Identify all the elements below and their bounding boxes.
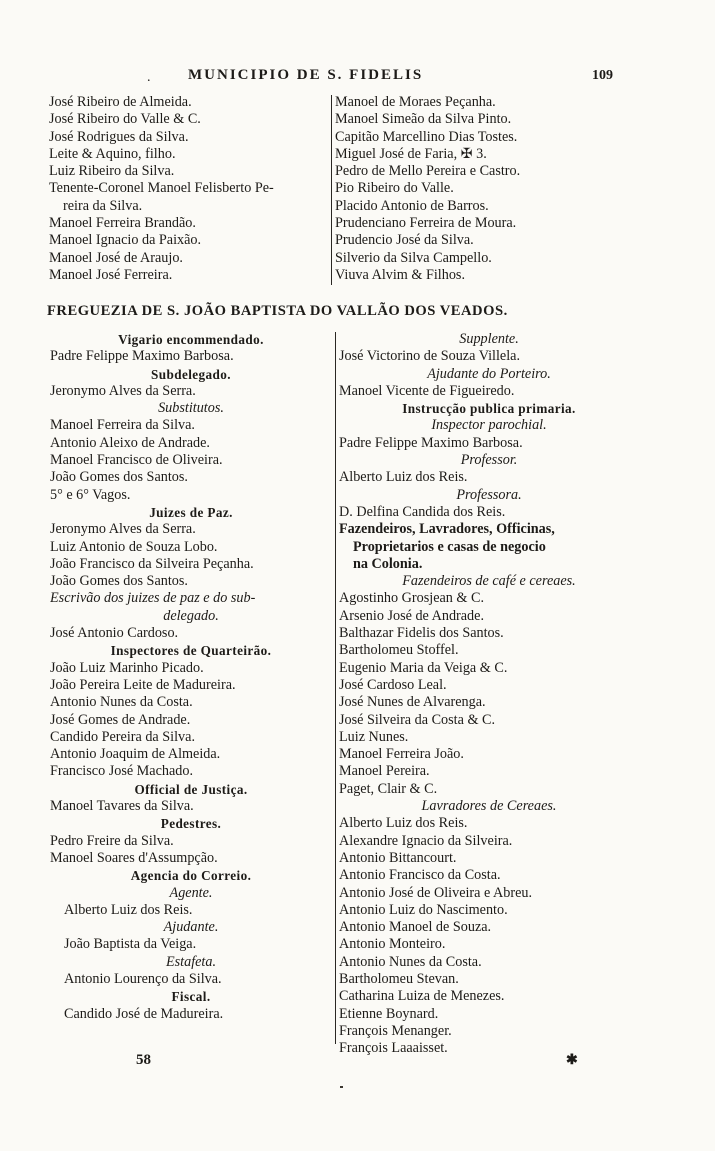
list-entry: 5° e 6° Vagos. [50,486,131,503]
list-entry: Pio Ribeiro do Valle. [335,180,454,197]
column-divider [335,332,336,1044]
list-entry: Candido José de Madureira. [64,1005,224,1022]
list-entry: Arsenio José de Andrade. [339,607,484,624]
list-entry: Antonio Joaquim de Almeida. [50,746,221,763]
list-entry: Antonio José de Oliveira e Abreu. [339,884,533,901]
section-heading: Fiscal. [171,989,211,1005]
left-column [50,331,332,1023]
role-heading: Supplente. [459,331,519,347]
list-entry: Alberto Luiz dos Reis. [64,901,193,918]
list-entry: Alberto Luiz dos Reis. [339,469,468,486]
list-entry: Antonio Bittancourt. [339,849,457,866]
list-entry: Francisco José Machado. [50,763,194,780]
list-entry: Manoel José Ferreira. [49,266,173,283]
section-heading: Instrucção publica primaria. [402,401,576,417]
role-heading: Fazendeiros de café e cereaes. [402,573,576,590]
list-entry: D. Delfina Candida dos Reis. [339,503,506,520]
list-entry: François Menanger. [339,1022,452,1039]
section-title: FREGUEZIA DE S. JOÃO BAPTISTA DO VALLÃO DOS VEADOS. [47,303,508,319]
list-entry: Manoel Francisco de Oliveira. [50,452,223,469]
list-entry: Prudencio José da Silva. [335,232,474,249]
list-entry: Antonio Manoel de Souza. [339,919,492,936]
list-entry: Pedro Freire da Silva. [50,832,174,849]
running-header-title: MUNICIPIO DE S. FIDELIS [188,67,424,83]
role-heading: Ajudante do Porteiro. [427,365,551,382]
list-entry: José Silveira da Costa & C. [339,711,496,728]
list-entry: Paget, Clair & C. [339,780,438,797]
list-entry: François Laaaisset. [339,1040,448,1057]
section-heading: Pedestres. [160,816,222,832]
list-entry: José Ribeiro de Almeida. [49,94,192,110]
list-entry: José Antonio Cardoso. [50,625,179,642]
list-entry: Bartholomeu Stevan. [339,970,459,987]
header-dot: . [147,70,151,85]
list-entry: Miguel José de Faria, ✠ 3. [335,145,487,162]
list-entry: Antonio Nunes da Costa. [50,694,193,711]
list-entry: Manoel Pereira. [339,763,430,780]
section-heading: Fazendeiros, Lavradores, Officinas, [339,521,555,538]
section-heading: Official de Justiça. [134,781,248,797]
list-entry: Jeronymo Alves da Serra. [50,382,196,399]
list-entry: Luiz Nunes. [339,728,409,745]
list-entry: Antonio Lourenço da Silva. [64,970,222,987]
list-entry: Tenente-Coronel Manoel Felisberto Pe- [49,180,274,197]
list-entry: Alexandre Ignacio da Silveira. [339,832,513,849]
list-entry: José Ribeiro do Valle & C. [49,111,201,128]
list-entry: João Baptista da Veiga. [64,936,197,953]
top-column-divider [331,95,332,285]
list-entry: Manoel Ferreira João. [339,746,464,763]
role-heading: Escrivão dos juizes de paz e do sub- [50,590,256,607]
list-entry: Antonio Nunes da Costa. [339,953,482,970]
footer-ornament: ✱ [566,1053,578,1068]
section-heading: Agencia do Correio. [130,868,252,884]
list-entry: Manoel Soares d'Assumpção. [50,849,218,866]
role-heading: Lavradores de Cereaes. [421,798,557,815]
list-entry: Pedro de Mello Pereira e Castro. [335,163,521,180]
list-entry: Placido Antonio de Barros. [335,197,489,214]
list-entry: Manoel Simeão da Silva Pinto. [335,111,512,128]
list-entry: Padre Felippe Maximo Barbosa. [50,348,234,365]
list-entry: José Cardoso Leal. [339,676,447,693]
list-entry: Jeronymo Alves da Serra. [50,521,196,538]
list-entry: Antonio Luiz do Nascimento. [339,901,508,918]
list-entry: Manoel Ferreira da Silva. [50,417,195,434]
list-entry: João Gomes dos Santos. [50,469,188,486]
list-entry: Manoel Tavares da Silva. [50,798,194,815]
list-entry: Silverio da Silva Campello. [335,249,492,266]
list-entry: Candido Pereira da Silva. [50,728,195,745]
role-heading: Professora. [456,486,522,503]
list-entry: Prudenciano Ferreira de Moura. [335,215,517,232]
list-entry: José Nunes de Alvarenga. [339,694,486,711]
role-heading: Agente. [169,884,213,901]
list-entry: Etienne Boynard. [339,1005,439,1022]
list-entry: João Luiz Marinho Picado. [50,659,204,676]
right-column [339,331,639,1057]
list-entry: Manoel José de Araujo. [49,249,183,266]
list-entry: Leite & Aquino, filho. [49,145,176,162]
role-heading: Estafeta. [165,953,217,970]
list-entry: Eugenio Maria da Veiga & C. [339,659,508,676]
section-heading: Juizes de Paz. [149,504,233,520]
list-entry: Manoel de Moraes Peçanha. [335,94,496,110]
list-entry: Luiz Ribeiro da Silva. [49,163,175,180]
list-entry: Antonio Monteiro. [339,936,446,953]
section-heading: Inspectores de Quarteirão. [110,643,272,659]
list-entry: José Victorino de Souza Villela. [339,348,520,365]
list-entry: Alberto Luiz dos Reis. [339,815,468,832]
list-entry: Bartholomeu Stoffel. [339,642,459,659]
list-entry: Capitão Marcellino Dias Tostes. [335,128,518,145]
top-right-list [335,94,635,284]
list-entry: Padre Felippe Maximo Barbosa. [339,434,523,451]
list-entry: Antonio Aleixo de Andrade. [50,434,210,451]
list-entry: Balthazar Fidelis dos Santos. [339,625,504,642]
list-entry: Luiz Antonio de Souza Lobo. [50,538,218,555]
list-entry: Catharina Luiza de Menezes. [339,988,505,1005]
footer-speck [340,1086,343,1088]
list-entry: Manoel Ignacio da Paixão. [49,232,202,249]
list-entry: João Gomes dos Santos. [50,573,188,590]
top-left-list [49,94,331,284]
list-entry: José Gomes de Andrade. [50,711,191,728]
page-number: 109 [592,68,613,83]
role-heading: delegado. [163,607,219,624]
section-heading: na Colonia. [353,555,423,572]
list-entry: Agostinho Grosjean & C. [339,590,485,607]
list-entry: João Francisco da Silveira Peçanha. [50,555,254,572]
section-heading: Subdelegado. [151,366,231,382]
list-entry: Antonio Francisco da Costa. [339,867,501,884]
role-heading: Ajudante. [163,919,219,936]
section-heading: Vigario encommendado. [118,332,264,347]
list-entry: reira da Silva. [63,197,143,214]
role-heading: Substitutos. [158,400,224,417]
list-entry: Manoel Vicente de Figueiredo. [339,382,515,399]
role-heading: Professor. [460,452,518,469]
role-heading: Inspector parochial. [431,417,547,434]
section-heading: Proprietarios e casas de negocio [353,538,546,555]
list-entry: Manoel Ferreira Brandão. [49,215,196,232]
signature-mark: 58 [136,1052,151,1068]
list-entry: José Rodrigues da Silva. [49,128,189,145]
list-entry: Viuva Alvim & Filhos. [335,266,465,283]
list-entry: João Pereira Leite de Madureira. [50,676,236,693]
